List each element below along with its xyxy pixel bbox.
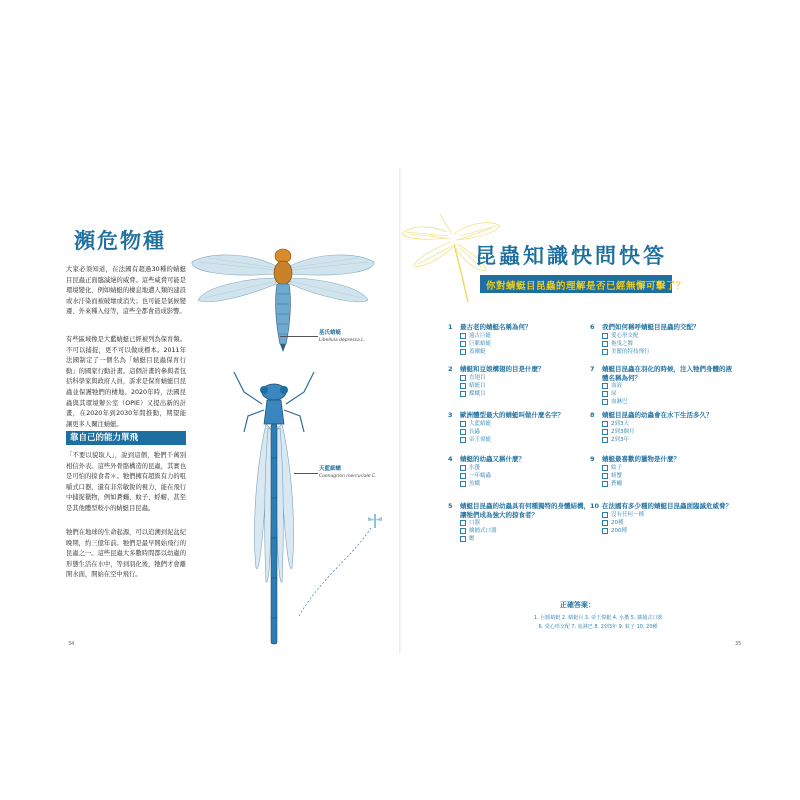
chaser-latin-name: Libellula depressa L. [319, 338, 366, 343]
quiz-question-5 [448, 502, 596, 543]
quiz-title: 昆蟲知識快問快答 [475, 244, 667, 268]
question-text: 我們如何稱呼蜻蜓目昆蟲的交配？ [602, 323, 700, 331]
answer-option-label: 沒有任何一種 [611, 511, 645, 518]
checkbox-icon[interactable] [460, 383, 466, 389]
answer-option-label: 血液 [611, 383, 623, 389]
checkbox-icon[interactable] [460, 536, 466, 542]
question-line [590, 411, 738, 420]
checkbox-icon[interactable] [602, 528, 608, 534]
checkbox-icon[interactable] [460, 421, 466, 427]
checkbox-icon[interactable] [460, 437, 466, 443]
answer-option-label: 20種 [611, 519, 624, 526]
answer-option-label: 擒捕式口器 [469, 528, 497, 534]
answer-option-label: 血淋巴 [611, 399, 628, 405]
checkbox-icon[interactable] [602, 512, 608, 518]
quiz-question-6 [590, 323, 738, 356]
question-number: 8 [590, 411, 595, 419]
answer-option[interactable] [460, 340, 596, 348]
answer-option-label: 長蟲 [469, 428, 481, 435]
flight-paragraph-2: 牠們在地球的生命起源，可以追溯到泥盆紀晚期，約三億年前。牠們是最早開始飛行的昆蟲之一。這些昆蟲大多數時間都以幼蟲的形態生活在水中，等到羽化後，牠們才會離開水面，開始在空中飛行。 [66, 529, 186, 579]
answer-option-label: 200種 [611, 527, 627, 534]
answer-option[interactable] [460, 420, 596, 428]
answer-option[interactable] [602, 382, 738, 390]
checkbox-icon[interactable] [602, 520, 608, 526]
quiz-subtitle-banner [480, 275, 687, 293]
question-line [448, 411, 596, 420]
answer-option[interactable] [602, 390, 738, 398]
answer-option[interactable] [460, 436, 596, 444]
answer-option[interactable] [602, 464, 738, 472]
question-number: 2 [448, 365, 453, 373]
checkbox-icon[interactable] [460, 528, 466, 534]
answers-line-1: 1. 巨脈蜻蜓 2. 蜻蜓目 3. 帝王偉蜓 4. 水蠆 5. 擒捕式口器 [533, 615, 663, 621]
answer-option[interactable] [602, 420, 738, 428]
question-number: 1 [448, 323, 453, 331]
checkbox-icon[interactable] [602, 341, 608, 347]
question-text: 在法國有多少種的蜻蜓目昆蟲面臨滅危威脅？ [602, 502, 732, 510]
answer-option[interactable] [460, 382, 596, 390]
answer-option-label: 螃蟹 [611, 472, 623, 479]
question-number: 3 [448, 411, 453, 419]
question-number: 7 [590, 365, 595, 373]
checkbox-icon[interactable] [602, 349, 608, 355]
quiz-question-1 [448, 323, 596, 356]
checkbox-icon[interactable] [602, 481, 608, 487]
answer-option-label: 大藍蜻蜓 [469, 420, 492, 427]
question-text: 蜻蜓目昆蟲在羽化的時候，注入牠們身體的液體名稱為何？ [602, 365, 732, 382]
checkbox-icon[interactable] [460, 429, 466, 435]
checkbox-icon[interactable] [460, 391, 466, 397]
checkbox-icon[interactable] [602, 333, 608, 339]
answer-option-label: 水蠆 [469, 464, 481, 471]
answer-option[interactable] [460, 390, 596, 398]
checkbox-icon[interactable] [460, 481, 466, 487]
answer-option[interactable] [460, 472, 596, 480]
quiz-question-4 [448, 455, 596, 488]
question-number: 4 [448, 455, 453, 463]
question-number: 9 [590, 455, 595, 463]
question-number: 5 [448, 502, 453, 510]
answer-option-label: 蒼蠅 [611, 480, 623, 487]
question-text: 蜻蜓目昆蟲的幼蟲具有何種獨特的身體結構，讓牠們成為強大的掠食者？ [460, 502, 590, 519]
left-page [36, 168, 404, 653]
answer-option-label: 遠古巨蜓 [469, 332, 492, 339]
answers-line-2: 6. 愛心形交配 7. 血淋巴 8. 2到3年 9. 蚊子 10. 20種 [538, 624, 658, 630]
checkbox-icon[interactable] [602, 429, 608, 435]
answer-option[interactable] [460, 527, 596, 535]
answers-title: 正確答案： [560, 601, 595, 609]
question-line [448, 502, 596, 519]
answer-option[interactable] [460, 332, 596, 340]
section-title: 瀕危物種 [74, 229, 166, 253]
answer-option[interactable] [602, 480, 738, 488]
quiz-question-10 [590, 502, 738, 535]
checkbox-icon[interactable] [460, 333, 466, 339]
answer-option-label: 2到3天 [611, 420, 629, 427]
answer-option[interactable] [602, 527, 738, 535]
checkbox-icon[interactable] [602, 421, 608, 427]
question-line [590, 365, 738, 382]
question-text: 蜻蜓最喜歡的獵物是什麼？ [602, 455, 680, 463]
damselfly-common-name: 天藍細蟌 [319, 466, 342, 472]
subsection-title-bar: 靠自己的能力單飛 [66, 431, 186, 445]
question-line [448, 365, 596, 374]
question-text: 最古老的蜻蜓名稱為何？ [460, 323, 532, 331]
question-line [448, 323, 596, 332]
answer-option-label: 巨脈蜻蜓 [469, 340, 492, 347]
quiz-question-3 [448, 411, 596, 444]
answer-option-label: 蝶蛾目 [469, 390, 486, 397]
chaser-dragonfly-illustration [188, 240, 378, 365]
question-number: 10 [590, 502, 600, 510]
checkbox-icon[interactable] [460, 375, 466, 381]
checkbox-icon[interactable] [602, 399, 608, 405]
checkbox-icon[interactable] [602, 383, 608, 389]
quiz-question-9 [590, 455, 738, 488]
checkbox-icon[interactable] [602, 437, 608, 443]
question-line [590, 455, 738, 464]
answer-option-label: 拖曳之舞 [611, 340, 634, 347]
answer-option-label: 魚蛾 [469, 480, 481, 487]
intro-paragraph-2: 有些區域像是大藍蜻蜓已經被列為保育類。不可以捕捉，更不可以做成標本。2011年法國制定了一個名為「蜻蜓目昆蟲保育行動」的國家行動計畫。這個計畫的參與者包括科學家與政府人員，訴求是保育蜻蜓目昆蟲並保護牠們的棲地。2020年時，法國昆蟲與其環境辦公室（OPIE）又提出新的計畫，在2020年到2030年間推動，期望能讓更多人關注蜻蜓。 [66, 336, 186, 428]
chaser-common-name: 基氏蜻蜓 [319, 330, 342, 336]
checkbox-icon[interactable] [602, 391, 608, 397]
answer-option-label: 愛心形交配 [611, 332, 639, 339]
answer-option-label: 2到3個月 [611, 428, 635, 435]
damselfly-callout [319, 464, 376, 479]
quiz-subtitle: 你對蜻蜓目昆蟲的理解是否已經無懈可擊了？ [486, 281, 687, 292]
chaser-callout [319, 328, 365, 343]
answer-option[interactable] [602, 398, 738, 406]
answer-option-label: 2到3年 [611, 436, 629, 443]
question-text: 蜻蜓和豆娘構翅的目是什麼？ [460, 365, 545, 373]
answer-option[interactable] [602, 511, 738, 519]
answer-option[interactable] [602, 436, 738, 444]
checkbox-icon[interactable] [460, 349, 466, 355]
checkbox-icon[interactable] [460, 520, 466, 526]
answer-option-label: 蓋爾蜓 [469, 348, 486, 355]
answer-option[interactable] [460, 519, 596, 527]
flight-paragraph-1: 「不要以貌取人」，說到這個，牠們千萬別相信外表。這些外骨骼構造的昆蟲，其實也是可怕的掠食者＊。牠們擁有超級有力的咀嚼式口器，還有非常敏銳的視力，能在飛行中捕捉獵物，例如蒼蠅、蚊子、蜉蝣，甚至是其他體型較小的蜻蜓目昆蟲。 [66, 452, 186, 512]
answer-option[interactable] [602, 340, 738, 348]
question-text: 蜻蜓目昆蟲的幼蟲會在水下生活多久？ [602, 411, 713, 419]
answer-option[interactable] [602, 472, 738, 480]
checkbox-icon[interactable] [460, 465, 466, 471]
quiz-question-2 [448, 365, 596, 398]
damselfly-leader-line [294, 473, 318, 474]
answer-option[interactable] [460, 348, 596, 356]
answer-option-label: 鰓 [469, 536, 475, 542]
left-page-number: 34 [68, 641, 75, 647]
flight-path-decoration [291, 498, 401, 618]
question-text: 蜻蜓的幼蟲又稱什麼？ [460, 455, 525, 463]
checkbox-icon[interactable] [460, 341, 466, 347]
answer-option-label: 一年蠕蟲 [469, 472, 492, 479]
question-line [448, 455, 596, 464]
quiz-question-7 [590, 365, 738, 406]
answer-option[interactable] [460, 464, 596, 472]
answer-option[interactable] [460, 535, 596, 543]
answer-option[interactable] [460, 480, 596, 488]
answer-option-label: 尿 [611, 391, 617, 397]
answer-option-label: 口器 [469, 520, 481, 526]
answer-option[interactable] [602, 332, 738, 340]
quiz-question-8 [590, 411, 738, 444]
question-line [590, 502, 738, 511]
chaser-leader-line [280, 336, 318, 337]
answer-option-label: 帝王偉蜓 [469, 436, 492, 443]
answer-option-label: 美麗的特技飛行 [611, 348, 650, 355]
intro-paragraph-1: 大家必須知道，在法國有超過30種的蜻蜓目昆蟲正面臨滅絕的威脅。這些威脅可能是環境變化，例如蜻蜓的棲息地遭人類的建設或水汙染而被破壞或消失；也可能是氣候變遷、外來種入侵等，這些全都會造成影響。 [66, 266, 186, 316]
question-text: 歐洲體型最大的蜻蜓叫做什麼名字？ [460, 411, 564, 419]
question-number: 6 [590, 323, 595, 331]
answer-option-label: 蜻蜓目 [469, 382, 486, 389]
answer-option[interactable] [602, 428, 738, 436]
answer-option[interactable] [602, 348, 738, 356]
answer-option[interactable] [460, 374, 596, 382]
question-line [590, 323, 738, 332]
answer-option[interactable] [460, 428, 596, 436]
right-page [400, 168, 758, 653]
checkbox-icon[interactable] [460, 473, 466, 479]
answer-option[interactable] [602, 519, 738, 527]
right-page-number: 35 [735, 641, 742, 647]
answer-option-label: 直翅目 [469, 374, 486, 381]
damselfly-latin-name: Coenagrion mercuriale C. [319, 474, 377, 479]
answer-option-label: 蚊子 [611, 464, 623, 471]
checkbox-icon[interactable] [602, 473, 608, 479]
checkbox-icon[interactable] [602, 465, 608, 471]
